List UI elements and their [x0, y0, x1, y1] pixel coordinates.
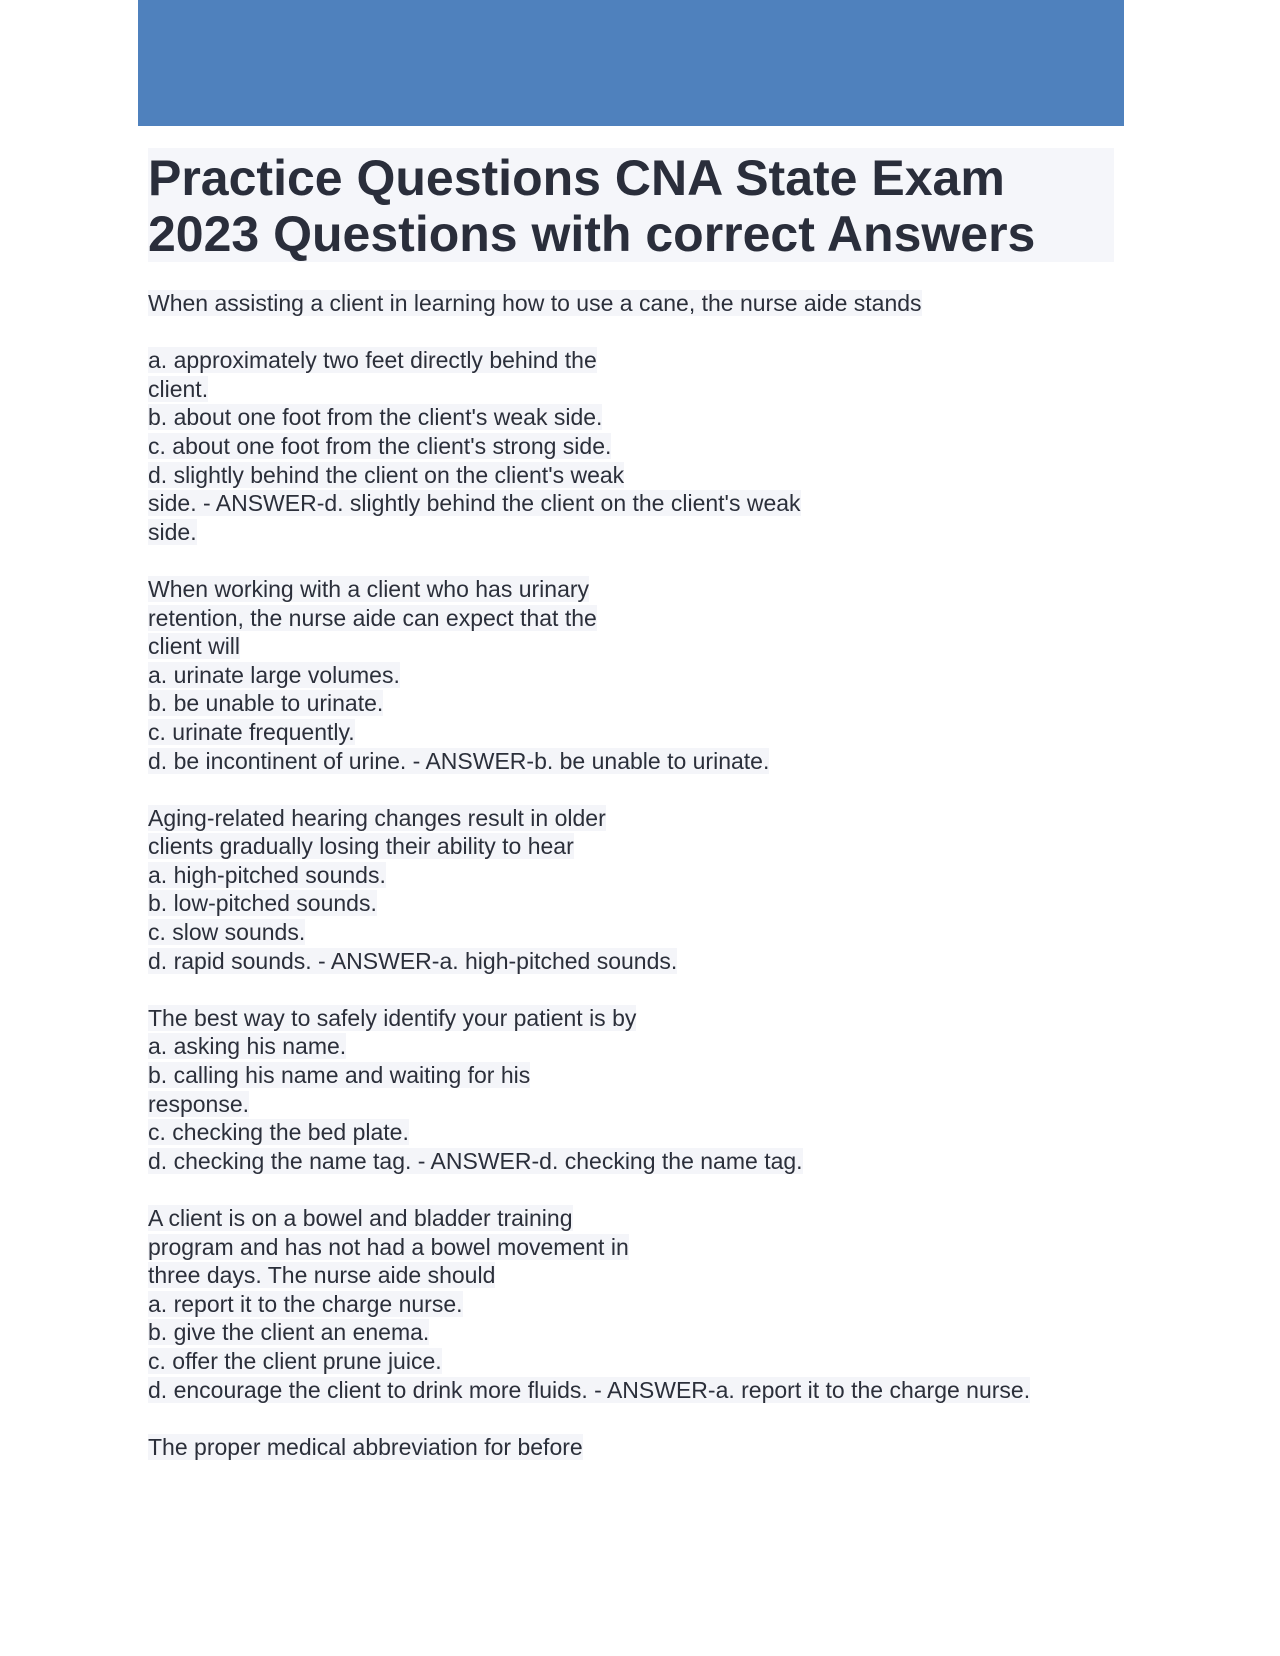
paragraph-gap [148, 1404, 1128, 1433]
text-line [148, 1433, 1128, 1462]
text-line [148, 403, 1128, 432]
text-line-content: side. - ANSWER-d. slightly behind the client on the client's weak [148, 490, 801, 517]
text-line [148, 747, 1128, 776]
text-line [148, 461, 1128, 490]
text-line-content: a. high-pitched sounds. [148, 861, 386, 888]
text-line-content: program and has not had a bowel movement in [148, 1233, 629, 1260]
text-line-content: side. [148, 518, 197, 545]
document-body [148, 289, 1128, 1461]
text-line-content: three days. The nurse aide should [148, 1262, 496, 1289]
text-line-content: When working with a client who has urinary [148, 575, 590, 602]
text-line [148, 1347, 1128, 1376]
paragraph-gap [148, 1175, 1128, 1204]
text-line [148, 632, 1128, 661]
text-line-content: a. report it to the charge nurse. [148, 1290, 463, 1317]
text-line [148, 661, 1128, 690]
text-line-content: c. slow sounds. [148, 919, 306, 946]
text-line-content: client will [148, 633, 241, 660]
text-line-content: A client is on a bowel and bladder training [148, 1205, 573, 1231]
text-line-content: The best way to safely identify your patient is by [148, 1004, 637, 1031]
paragraph-gap [148, 546, 1128, 575]
paragraph-gap [148, 775, 1128, 804]
text-line-content: c. urinate frequently. [148, 718, 355, 745]
text-line [148, 889, 1128, 918]
text-line-content: d. rapid sounds. - ANSWER-a. high-pitched sounds. [148, 947, 678, 974]
text-line [148, 346, 1128, 375]
text-line-content: d. be incontinent of urine. - ANSWER-b. be unable to urinate. [148, 747, 770, 774]
text-line-content: d. slightly behind the client on the client's weak [148, 461, 625, 488]
text-line-content: c. checking the bed plate. [148, 1119, 409, 1146]
text-line [148, 1147, 1128, 1176]
header-band [138, 0, 1124, 126]
text-line [148, 1376, 1128, 1405]
text-line-content: a. urinate large volumes. [148, 661, 400, 688]
text-line-content: Aging-related hearing changes result in older [148, 804, 606, 831]
text-line-content: client. [148, 375, 209, 402]
text-line-content: a. approximately two feet directly behind the [148, 347, 597, 374]
text-line [148, 1090, 1128, 1119]
text-line [148, 804, 1128, 833]
text-line [148, 289, 1128, 318]
text-line [148, 432, 1128, 461]
text-line [148, 861, 1128, 890]
paragraph-gap [148, 975, 1128, 1004]
document-title: Practice Questions CNA State Exam 2023 Questions with correct Answers [148, 148, 1114, 262]
text-line [148, 1261, 1128, 1290]
text-line-content: b. calling his name and waiting for his [148, 1062, 531, 1089]
text-line-content: c. offer the client prune juice. [148, 1347, 442, 1374]
text-line-content: d. checking the name tag. - ANSWER-d. checking the name tag. [148, 1147, 803, 1174]
text-line-content: clients gradually losing their ability to hear [148, 833, 574, 860]
text-line-content: b. give the client an enema. [148, 1319, 430, 1346]
text-line [148, 918, 1128, 947]
text-line [148, 718, 1128, 747]
text-line-content: a. asking his name. [148, 1033, 347, 1060]
text-line [148, 1061, 1128, 1090]
text-line [148, 518, 1128, 547]
text-line-content: The proper medical abbreviation for before [148, 1433, 583, 1460]
text-line-content: b. about one foot from the client's weak side. [148, 404, 603, 431]
text-line-content: response. [148, 1090, 250, 1117]
text-line-content: retention, the nurse aide can expect that the [148, 604, 597, 631]
text-line [148, 1032, 1128, 1061]
text-line-content: b. low-pitched sounds. [148, 890, 377, 917]
text-line [148, 604, 1128, 633]
text-line [148, 689, 1128, 718]
text-line [148, 832, 1128, 861]
text-line [148, 1004, 1128, 1033]
text-line [148, 1204, 1128, 1233]
text-line-content: When assisting a client in learning how to use a cane, the nurse aide stands [148, 290, 922, 316]
text-line [148, 1318, 1128, 1347]
text-line [148, 947, 1128, 976]
text-line [148, 375, 1128, 404]
text-line-content: d. encourage the client to drink more fluids. - ANSWER-a. report it to the charge nurse. [148, 1376, 1031, 1403]
paragraph-gap [148, 318, 1128, 347]
text-line [148, 575, 1128, 604]
text-line-content: b. be unable to urinate. [148, 690, 384, 717]
text-line-content: c. about one foot from the client's strong side. [148, 432, 612, 459]
text-line [148, 489, 1128, 518]
text-line [148, 1118, 1128, 1147]
text-line [148, 1290, 1128, 1319]
text-line [148, 1233, 1128, 1262]
